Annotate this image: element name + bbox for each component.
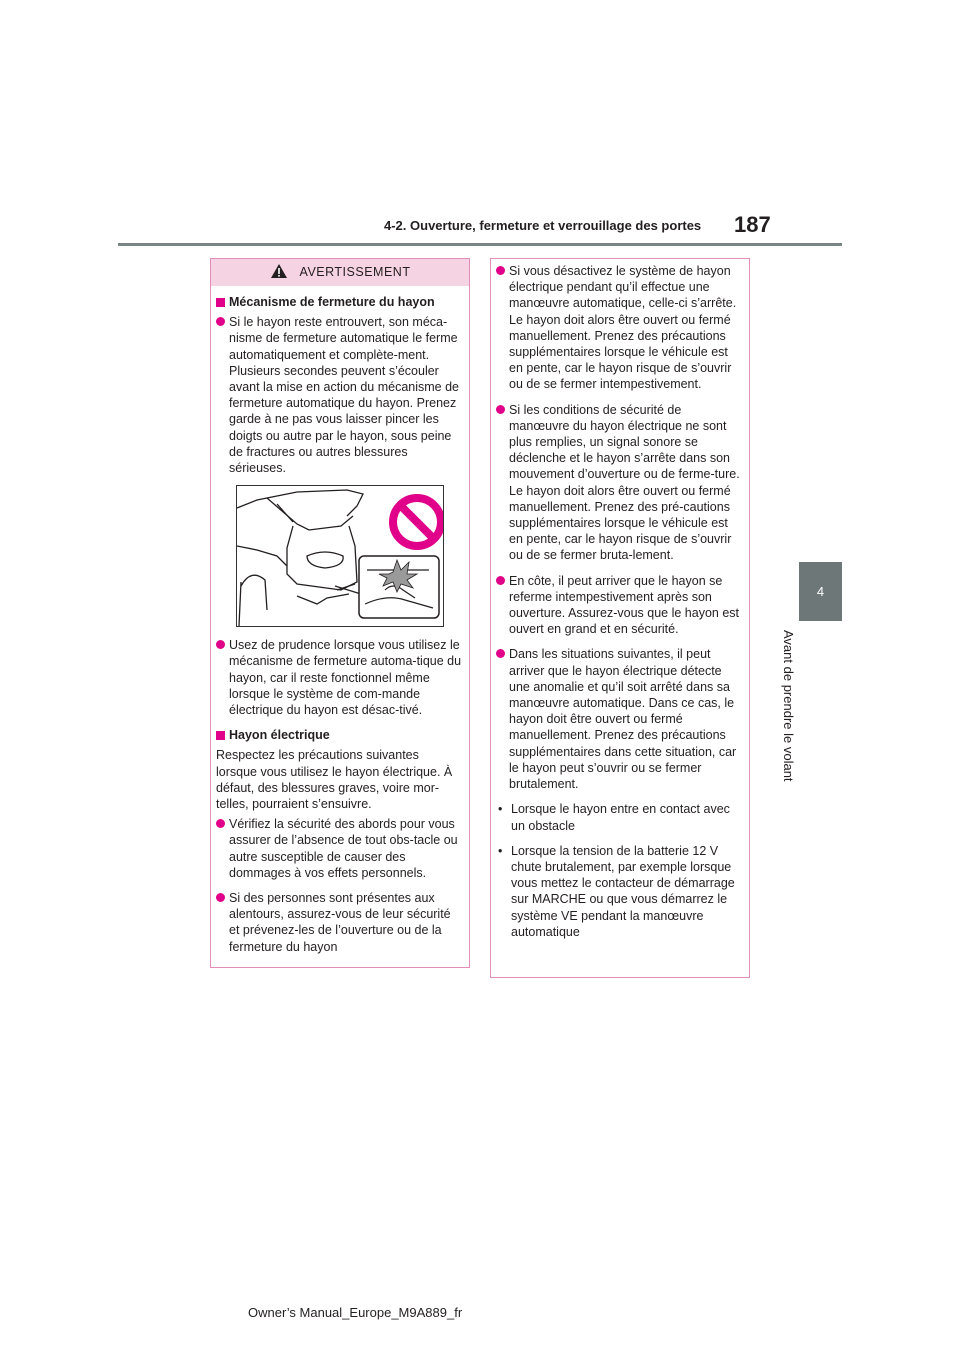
warning-box-left xyxy=(210,258,470,968)
section-intro: Respectez les précautions suivantes lorsque vous utilisez le hayon électrique. À défaut, des blessures graves, voire mor-telles, pourraient s’ensuivre. xyxy=(216,748,453,812)
footer-document-id: Owner’s Manual_Europe_M9A889_fr xyxy=(248,1305,463,1320)
chapter-tab: 4 xyxy=(799,562,842,621)
warning-header xyxy=(211,259,469,286)
chapter-section-title: 4-2. Ouverture, fermeture et verrouillage des portes xyxy=(384,218,702,233)
page-number: 187 xyxy=(734,212,771,237)
bullet-item: Usez de prudence lorsque vous utilisez le mécanisme de fermeture automa-tique du hayon, car il reste fonctionnel même lorsque le système de com-mande électrique du hayon est désac-tivé. xyxy=(216,637,463,718)
tailgate-pinch-illustration xyxy=(236,485,444,627)
bullet-item: Si les conditions de sécurité de manœuvre du hayon électrique ne sont plus remplies, un signal sonore se déclenche et le hayon s’arrête dans son mouvement d’ouverture ou de ferme-ture. Le hayon doit alors être ouvert ou fermé manuellement. Prenez des pré-cautions supplémentaires lorsque le véhicule est en pente, car le hayon risque de s’ouvrir ou de se fermer bruta-lement. xyxy=(496,402,743,564)
sub-list-item: • Lorsque la tension de la batterie 12 V chute brutalement, par exemple lorsque vous mettez le contacteur de démarrage sur MARCHE ou que vous démarrez le système VE pendant la manœuvre automatique xyxy=(496,843,743,940)
bullet-item: Vérifiez la sécurité des abords pour vous assurer de l’absence de tout obs-tacle ou autre susceptible de causer des dommages à vos effets personnels. xyxy=(216,816,463,881)
warning-triangle-icon xyxy=(270,263,288,279)
chapter-side-title-text: Avant de prendre le volant xyxy=(781,630,796,782)
section-title-closing-mechanism: Mécanisme de fermeture du hayon xyxy=(216,294,463,310)
warning-box-right xyxy=(490,258,750,978)
section-title-power-tailgate: Hayon électrique xyxy=(216,727,463,743)
bullet-item: Si le hayon reste entrouvert, son méca-nisme de fermeture automatique le ferme automatiquement et complète-ment. Plusieurs secondes peuvent s’écouler avant la mise en action du mécanisme de fermeture automatique du hayon. Prenez garde à ne pas vous laisser pincer les doigts ou autre par le hayon, sous peine de fractures ou autres blessures sérieuses. xyxy=(216,314,463,476)
chapter-side-title xyxy=(781,630,805,800)
header-divider xyxy=(118,243,842,246)
bullet-item: En côte, il peut arriver que le hayon se referme intempestivement après son ouverture. Assurez-vous que le hayon est ouvert en grand et en sécurité. xyxy=(496,573,743,638)
warning-heading: AVERTISSEMENT xyxy=(299,265,411,279)
bullet-item: Si des personnes sont présentes aux alentours, assurez-vous de leur sécurité et prévenez-les de l’ouverture ou de la fermeture du hayon xyxy=(216,890,463,955)
bullet-item: Si vous désactivez le système de hayon électrique pendant qu’il effectue une manœuvre automatique, celle-ci s’arrête. Le hayon doit alors être ouvert ou fermé manuellement. Prenez des précautions supplémentaires lorsque le véhicule est en pente, car le hayon risque de s’ouvrir ou de se fermer intempestivement. xyxy=(496,263,743,393)
sub-list-item: • Lorsque le hayon entre en contact avec un obstacle xyxy=(496,801,743,833)
bullet-item: Dans les situations suivantes, il peut arriver que le hayon électrique détecte une anomalie et qu’il soit arrêté dans sa manœuvre automatique. Dans ce cas, le hayon doit être ouvert ou fermé manuellement. Prenez des précautions supplémentaires dans cette situation, car le hayon peut s’ouvrir ou se fermer brutalement. xyxy=(496,646,743,792)
